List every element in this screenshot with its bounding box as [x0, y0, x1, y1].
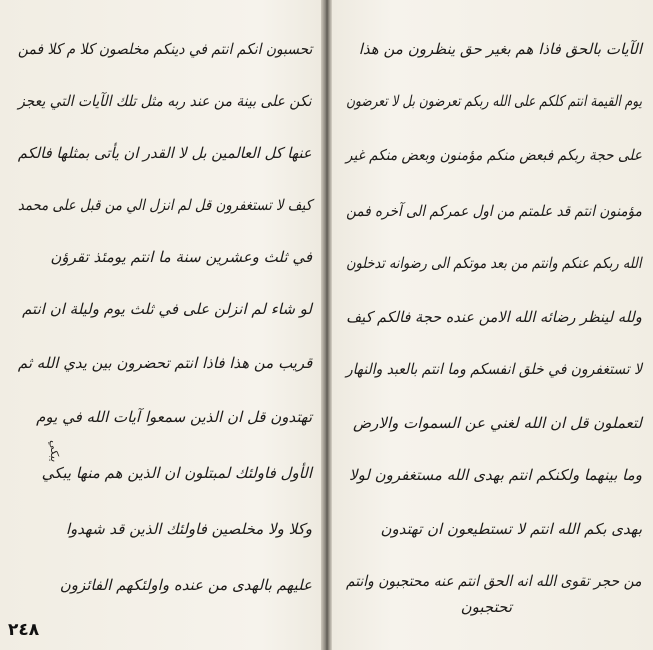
- left-line-10: وكلا ولا مخلصين فاولئك الذين قد شهدوا: [65, 520, 312, 538]
- left-line-6: لو شاء لم انزلن على في ثلث يوم وليلة ان انتم: [22, 300, 312, 318]
- left-line-5: في ثلث وعشرين سنة ما انتم يومئذ تقرؤن: [50, 248, 312, 266]
- right-line-2: يوم القيمة انتم كلكم على الله ربكم تعرضون بل لا تعرضون: [346, 92, 642, 110]
- right-line-10: بهدى بكم الله انتم لا تستطيعون ان تهتدون: [380, 520, 642, 538]
- right-line-11: من حجر تقوى الله انه الحق انتم عنه محتجبون وانتم: [346, 572, 642, 590]
- left-line-4: كيف لا تستغفرون قل لم انزل الي من قبل على محمد: [17, 196, 312, 214]
- right-line-7: لا تستغفرون في خلق انفسكم وما انتم بالعبد والنهار: [345, 360, 642, 378]
- right-page: [342, 18, 642, 628]
- page-number: ٢٤٨: [8, 620, 40, 640]
- left-line-8: تهتدون قل ان الذين سمعوا آيات الله في يوم: [36, 408, 312, 426]
- left-line-3: عنها كل العالمين بل لا القدر ان يأتى بمثلها فالكم: [18, 144, 312, 162]
- left-line-9: الأول فاولئك لمبتلون ان الذين هم منها يبكي: [41, 464, 312, 482]
- right-line-1: الآيات بالحق فاذا هم بغير حق ينظرون من هذا: [358, 40, 642, 58]
- right-line-6: ولله لينظر رضائه الله الامن عنده حجة فالكم كيف: [346, 308, 642, 326]
- right-line-4: مؤمنون انتم قد علمتم من اول عمركم الى آخره فمن: [346, 202, 642, 220]
- right-line-12: تحتجبون: [460, 598, 512, 616]
- right-line-3: على حجة ربكم فبعض منكم مؤمنون وبعض منكم غير: [345, 146, 642, 164]
- left-line-7: قريب من هذا فاذا انتم تحضرون بين يدي الله ثم: [17, 354, 312, 372]
- margin-note: يبكي: [48, 440, 61, 462]
- right-line-9: وما بينهما ولكنكم انتم بهدى الله مستغفرون لولا: [349, 466, 642, 484]
- left-line-1: تحسبون انكم انتم في دينكم مخلصون كلا م كلا فمن: [17, 40, 312, 58]
- left-line-11: عليهم بالهدى من عنده واولئكهم الفائزون: [59, 576, 312, 594]
- left-line-2: نكن على بينة من عند ربه مثل تلك الآيات التي يعجز: [18, 92, 312, 110]
- book-gutter: [321, 0, 332, 650]
- right-line-5: الله ربكم عنكم وانتم من بعد موتكم الى رضوانه تدخلون: [346, 254, 642, 272]
- left-page: [14, 18, 312, 628]
- right-line-8: لتعملون قل ان الله لغني عن السموات والارض: [353, 414, 642, 432]
